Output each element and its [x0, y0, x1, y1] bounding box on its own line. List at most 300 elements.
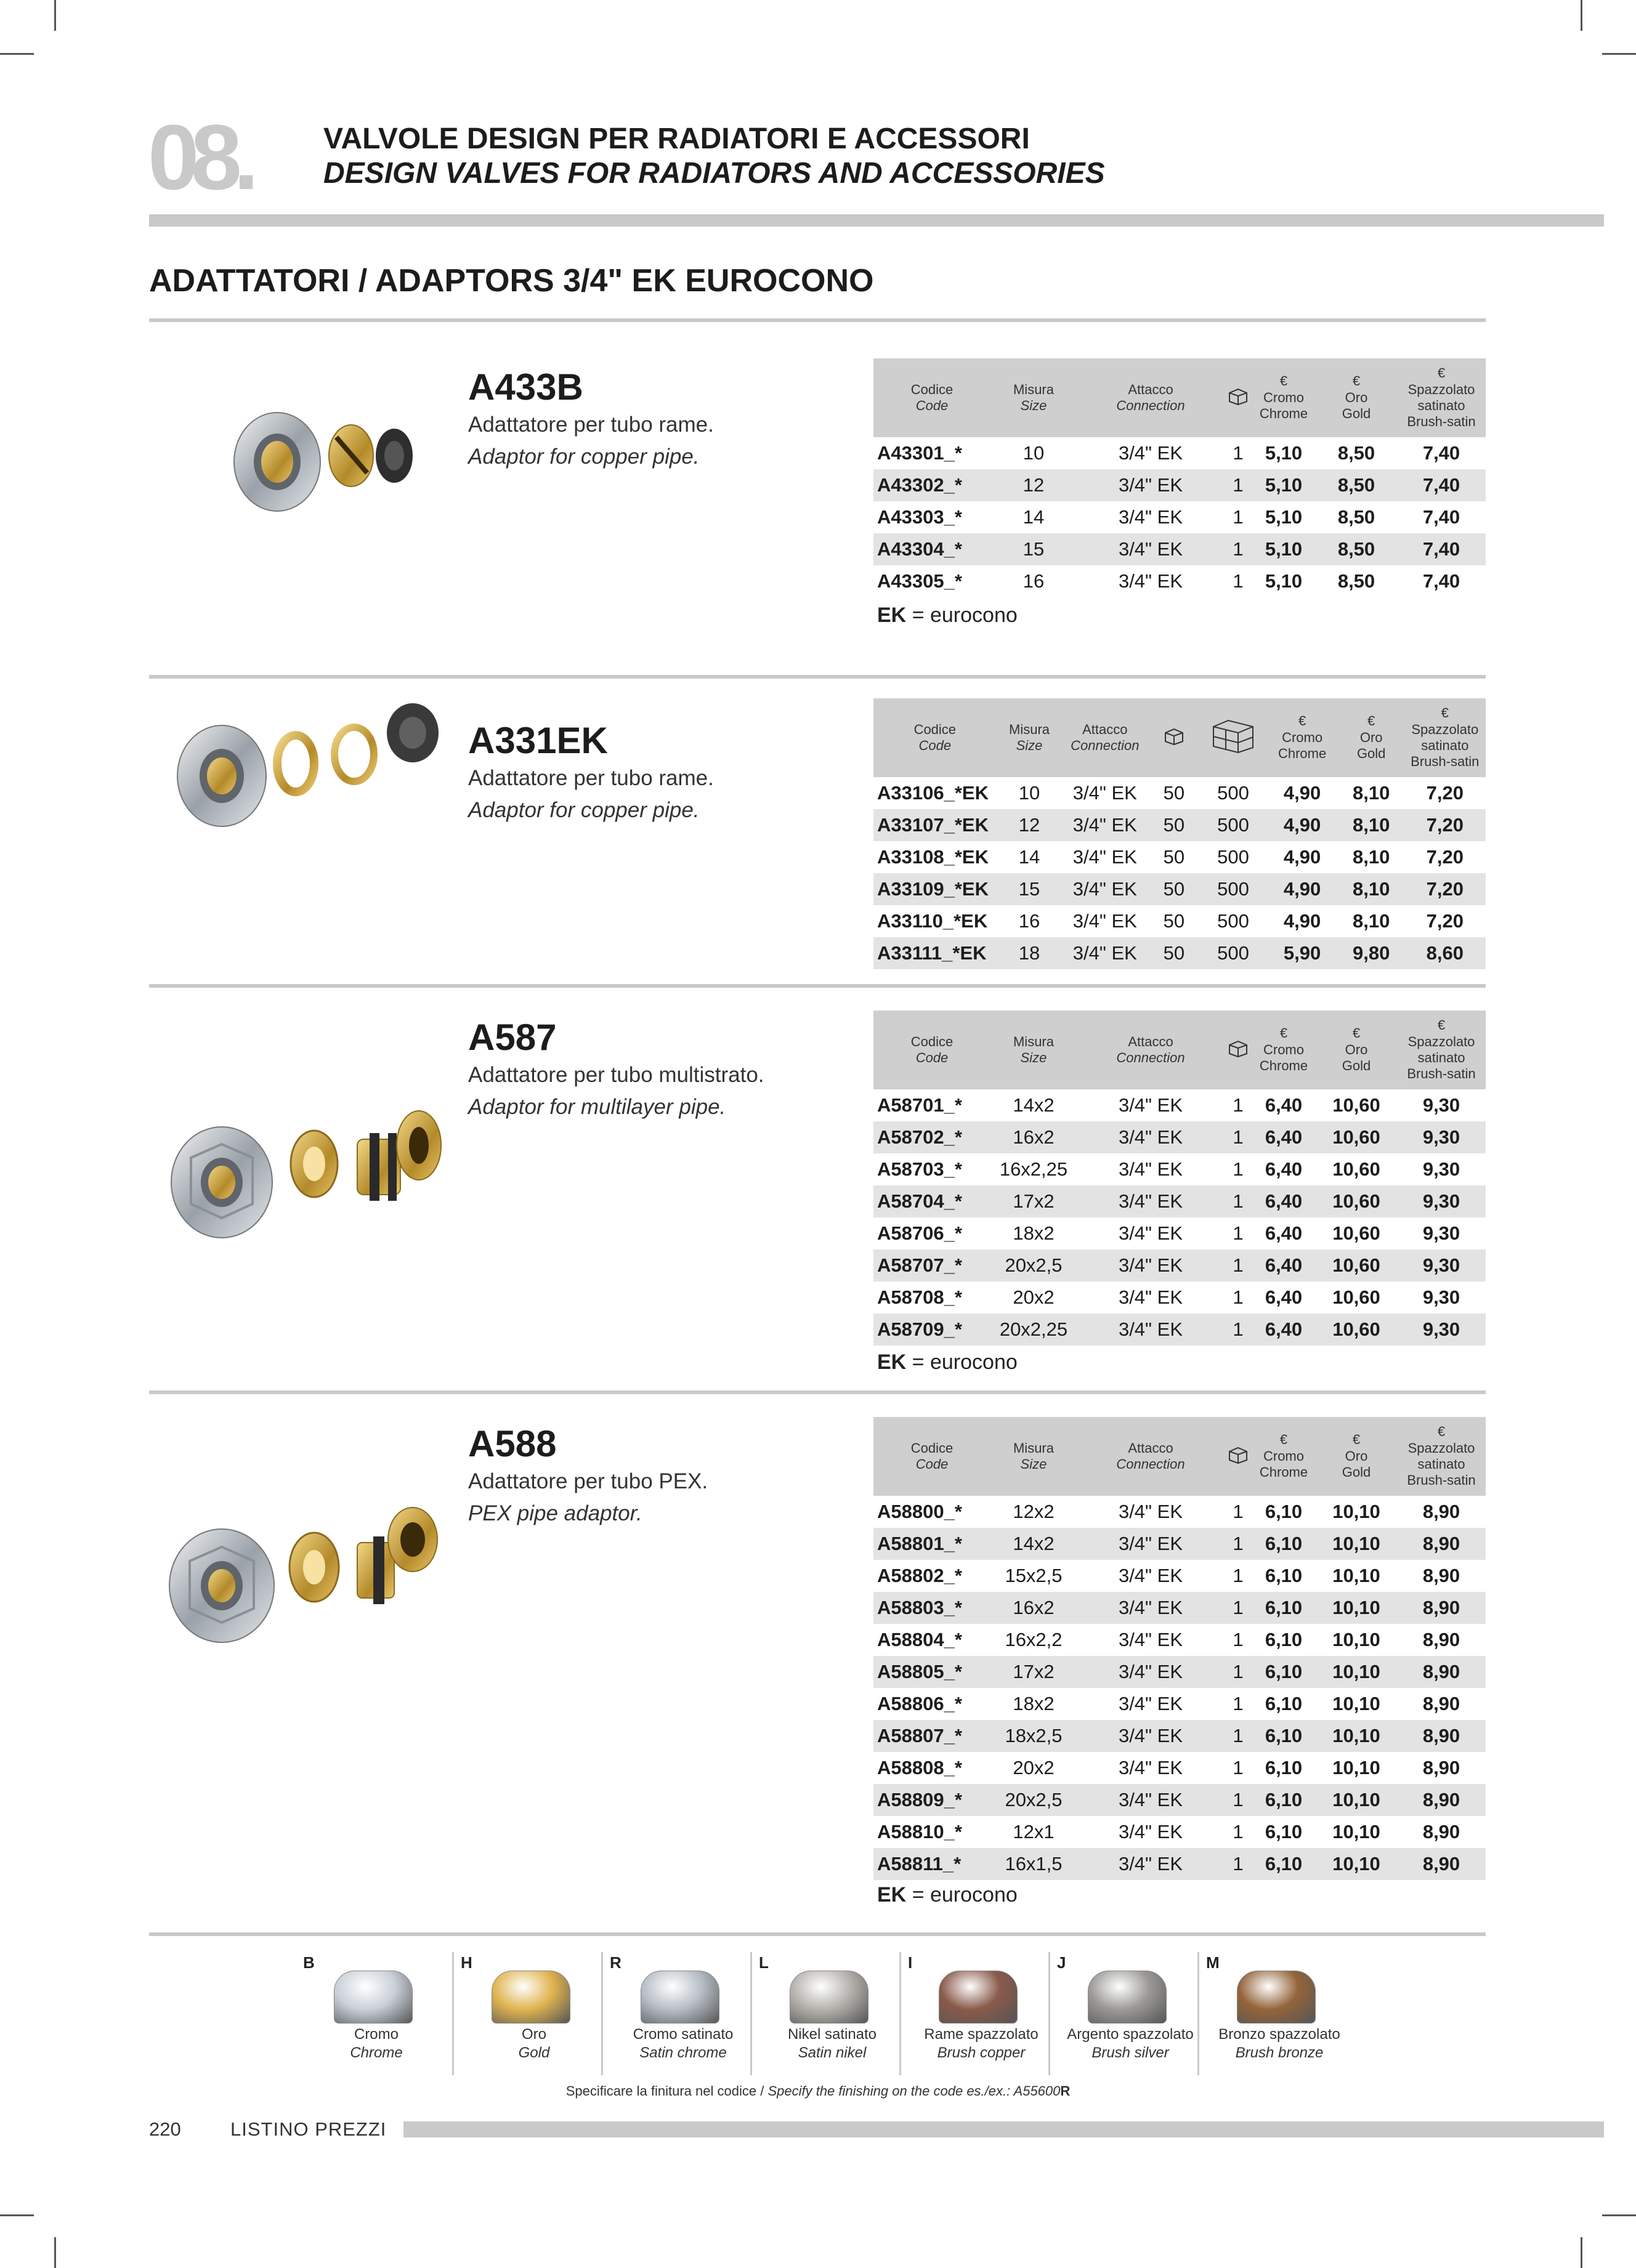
finish-satin-chrome — [610, 1953, 756, 2076]
cell-code: A58802_* — [877, 1565, 962, 1586]
cell-size: 16x2 — [990, 1592, 1077, 1624]
cell-price-gold: 10,10 — [1332, 1501, 1380, 1522]
cell-price-chrome: 6,40 — [1252, 1121, 1316, 1153]
header-brush-satin: Brush-satin — [1411, 754, 1480, 770]
finish-cap-swatch — [492, 1964, 569, 2026]
cell-code: A43302_* — [873, 469, 990, 501]
cell-price-chrome: 4,90 — [1283, 910, 1321, 932]
cell-price-gold: 10,60 — [1332, 1158, 1380, 1180]
cell-pack: 1 — [1233, 1094, 1244, 1116]
cell-price-gold: 8,50 — [1337, 506, 1375, 528]
finish-letter: J — [1057, 1953, 1066, 1972]
cell-price-gold: 8,10 — [1353, 782, 1390, 804]
cell-price-brush: 8,90 — [1397, 1528, 1486, 1560]
cell-code: A58811_* — [873, 1848, 990, 1880]
cell-connection: 3/4" EK — [1118, 442, 1183, 464]
header-satinato: satinato — [1417, 1050, 1465, 1065]
header-euro: € — [1352, 373, 1361, 389]
product-photo-a433b — [228, 394, 474, 523]
header-cromo: Cromo — [1263, 1041, 1304, 1057]
cell-size: 18x2 — [1013, 1222, 1055, 1244]
finish-satin-nikel — [759, 1953, 905, 2076]
cell-size: 12x1 — [1013, 1821, 1055, 1842]
product-desc-en: PEX pipe adaptor. — [468, 1501, 642, 1525]
chapter-title-it: VALVOLE DESIGN PER RADIATORI E ACCESSORI — [323, 123, 1030, 155]
cell-price-gold: 10,10 — [1316, 1720, 1397, 1752]
cell-code: A43305_* — [877, 570, 962, 592]
cell-connection: 3/4" EK — [1077, 1656, 1225, 1688]
cell-code: A58701_* — [877, 1094, 962, 1116]
finish-cap-swatch — [790, 1964, 867, 2026]
header-size: Size — [1020, 1050, 1047, 1065]
cell-connection: 3/4" EK — [1118, 1629, 1183, 1650]
cell-pack: 1 — [1233, 570, 1244, 592]
cell-size: 14 — [1018, 846, 1040, 868]
finish-separator — [1197, 1952, 1199, 2075]
cell-size: 16 — [1018, 910, 1040, 932]
section-rule — [149, 318, 1486, 322]
cell-code: A58809_* — [873, 1784, 990, 1816]
header-euro: € — [1352, 1432, 1361, 1448]
finish-footnote: Specificare la finitura nel codice / Specify the finishing on the code es./ex.: A55600R — [565, 2083, 1071, 2099]
cell-connection: 3/4" EK — [1118, 1222, 1183, 1244]
finish-separator — [452, 1952, 454, 2075]
cell-code: A33110_*EK — [877, 910, 988, 932]
finish-brush-copper — [908, 1953, 1055, 2076]
section-title: ADATTATORI / ADAPTORS 3/4" EK EUROCONO — [149, 263, 874, 299]
cell-connection: 3/4" EK — [1118, 1286, 1183, 1308]
header-size: Size — [1020, 1456, 1047, 1472]
cell-price-brush: 7,20 — [1426, 846, 1464, 868]
cell-price-chrome: 6,10 — [1252, 1784, 1316, 1816]
header-euro: € — [1441, 705, 1449, 721]
box-icon — [1228, 1039, 1249, 1057]
cell-price-gold: 8,10 — [1338, 809, 1404, 841]
cell-size: 15 — [990, 533, 1077, 565]
cell-price-chrome: 6,10 — [1265, 1757, 1303, 1778]
table-row — [873, 1121, 1486, 1153]
table-row — [873, 1185, 1486, 1217]
header-spazzolato: Spazzolato — [1407, 1440, 1475, 1456]
cell-code: A33107_*EK — [873, 809, 997, 841]
cell-price-brush: 7,20 — [1404, 809, 1486, 841]
cell-price-chrome: 6,10 — [1252, 1720, 1316, 1752]
cell-size: 17x2 — [990, 1656, 1077, 1688]
cell-pack: 50 — [1163, 846, 1185, 868]
page-number: 220 — [149, 2118, 181, 2140]
cell-code: A58803_* — [873, 1592, 990, 1624]
header-misura: Misura — [1013, 1033, 1054, 1049]
cell-size: 20x2 — [1013, 1286, 1055, 1308]
finish-separator — [899, 1952, 901, 2075]
cell-price-gold: 10,60 — [1316, 1314, 1397, 1346]
cell-price-chrome: 6,40 — [1265, 1286, 1303, 1308]
cell-pack: 1 — [1225, 1249, 1252, 1281]
finish-separator — [601, 1952, 603, 2075]
table-row — [873, 437, 1486, 469]
cell-price-brush: 8,90 — [1422, 1693, 1460, 1714]
cell-price-brush: 8,90 — [1397, 1656, 1486, 1688]
cell-size: 20x2,5 — [990, 1784, 1077, 1816]
header-satinato: satinato — [1421, 738, 1469, 753]
header-bar — [149, 214, 1604, 227]
cell-carton: 500 — [1217, 846, 1249, 868]
header-euro: € — [1437, 1424, 1446, 1440]
table-row — [873, 809, 1486, 841]
finish-label-it: Nikel satinato — [787, 2026, 877, 2043]
cell-size: 12x2 — [1013, 1501, 1055, 1522]
cell-price-brush: 7,20 — [1404, 873, 1486, 905]
crop-mark — [54, 0, 56, 31]
finish-brush-bronze — [1206, 1953, 1353, 2076]
cell-code: A43304_* — [873, 533, 990, 565]
header-euro: € — [1279, 373, 1288, 389]
header-code: Code — [915, 398, 949, 413]
cell-pack: 1 — [1233, 1693, 1244, 1714]
table-row — [873, 1153, 1486, 1185]
product-code-a587: A587 — [468, 1017, 557, 1058]
header-euro: € — [1437, 365, 1446, 381]
cell-price-gold: 10,10 — [1316, 1528, 1397, 1560]
table-row — [873, 1314, 1486, 1346]
cell-carton: 500 — [1217, 782, 1249, 804]
cell-price-gold: 10,60 — [1316, 1121, 1397, 1153]
product-photo-a331ek — [172, 696, 480, 837]
cell-code: A43301_* — [877, 442, 962, 464]
cell-price-gold: 10,60 — [1332, 1222, 1380, 1244]
finish-cap-swatch — [641, 1964, 718, 2026]
cell-price-gold: 9,80 — [1338, 937, 1404, 969]
cell-size: 20x2,5 — [990, 1249, 1077, 1281]
finish-letter: L — [759, 1953, 769, 1972]
finish-label-it: Bronzo spazzolato — [1218, 2026, 1340, 2043]
cell-connection: 3/4" EK — [1118, 1501, 1183, 1522]
crop-mark — [1581, 2237, 1582, 2268]
finish-label-it: Oro — [521, 2026, 546, 2043]
cell-connection: 3/4" EK — [1118, 1158, 1183, 1180]
cell-price-chrome: 4,90 — [1266, 809, 1338, 841]
table-row — [873, 873, 1486, 905]
cell-price-chrome: 6,10 — [1265, 1693, 1303, 1714]
cell-price-chrome: 4,90 — [1266, 873, 1338, 905]
cell-price-chrome: 6,40 — [1252, 1314, 1316, 1346]
cell-price-brush: 9,30 — [1397, 1249, 1486, 1281]
cell-connection: 3/4" EK — [1077, 1185, 1225, 1217]
finish-label-it: Rame spazzolato — [924, 2026, 1039, 2043]
cell-price-gold: 10,60 — [1316, 1185, 1397, 1217]
table-row — [873, 1217, 1486, 1249]
cell-pack: 1 — [1225, 1720, 1252, 1752]
table-row — [873, 1624, 1486, 1656]
cell-code: A58805_* — [873, 1656, 990, 1688]
cell-code: A33106_*EK — [877, 782, 989, 804]
table-row — [873, 533, 1486, 565]
cell-connection: 3/4" EK — [1062, 809, 1148, 841]
header-euro: € — [1367, 713, 1375, 729]
cell-carton: 500 — [1217, 910, 1249, 932]
header-euro: € — [1279, 1025, 1288, 1041]
header-connection: Connection — [1071, 738, 1140, 753]
cell-price-brush: 8,60 — [1404, 937, 1486, 969]
header-misura: Misura — [1013, 381, 1054, 397]
cell-price-gold: 10,60 — [1316, 1249, 1397, 1281]
cell-connection: 3/4" EK — [1077, 1249, 1225, 1281]
price-table-a433b — [873, 358, 1486, 597]
cell-size: 16x2,25 — [999, 1158, 1068, 1180]
finish-label-en: Satin chrome — [639, 2044, 727, 2061]
header-satinato: satinato — [1417, 1456, 1465, 1472]
cell-pack: 1 — [1225, 1784, 1252, 1816]
table-row — [873, 1752, 1486, 1784]
finish-chrome — [303, 1953, 450, 2076]
header-oro: Oro — [1345, 389, 1368, 405]
header-oro: Oro — [1345, 1041, 1368, 1057]
cell-code: A58702_* — [873, 1121, 990, 1153]
cell-price-chrome: 6,40 — [1265, 1158, 1303, 1180]
cell-pack: 50 — [1148, 809, 1200, 841]
product-photo-a587 — [154, 1090, 462, 1244]
header-brush-satin: Brush-satin — [1407, 414, 1476, 430]
cell-size: 16 — [1022, 570, 1045, 592]
cell-code: A58709_* — [873, 1314, 990, 1346]
chapter-title-en: DESIGN VALVES FOR RADIATORS AND ACCESSORIES — [323, 157, 1105, 190]
header-chrome: Chrome — [1259, 406, 1308, 422]
cell-code: A58801_* — [873, 1528, 990, 1560]
cell-pack: 1 — [1233, 1501, 1244, 1522]
cell-size: 20x2 — [1013, 1757, 1055, 1778]
cell-price-gold: 10,10 — [1332, 1565, 1380, 1586]
cell-price-brush: 9,30 — [1422, 1286, 1460, 1308]
crop-mark — [1581, 0, 1582, 31]
finish-label-en: Gold — [518, 2044, 550, 2061]
cell-price-brush: 7,20 — [1426, 782, 1464, 804]
finish-letter: M — [1206, 1953, 1220, 1972]
cell-price-chrome: 6,10 — [1252, 1528, 1316, 1560]
product-divider — [149, 1390, 1486, 1394]
table-row — [873, 501, 1486, 533]
finish-cap-swatch — [1088, 1964, 1165, 2026]
cell-price-chrome: 5,10 — [1265, 570, 1303, 592]
header-size: Size — [1020, 398, 1047, 413]
cell-connection: 3/4" EK — [1072, 910, 1137, 932]
ek-note: EK = eurocono — [877, 1350, 1018, 1374]
table-row — [873, 1528, 1486, 1560]
cell-price-chrome: 6,10 — [1252, 1656, 1316, 1688]
product-divider — [149, 984, 1486, 988]
cell-price-chrome: 6,40 — [1252, 1249, 1316, 1281]
cell-pack: 1 — [1225, 1314, 1252, 1346]
cell-code: A33111_*EK — [873, 937, 997, 969]
header-codice: Codice — [913, 721, 957, 737]
header-connection: Connection — [1116, 1050, 1185, 1065]
cell-connection: 3/4" EK — [1077, 1121, 1225, 1153]
header-cromo: Cromo — [1263, 1448, 1304, 1464]
cell-code: A58703_* — [877, 1158, 962, 1180]
cell-connection: 3/4" EK — [1118, 1757, 1183, 1778]
finish-brush-silver — [1057, 1953, 1204, 2076]
finish-letter: H — [461, 1953, 472, 1972]
finish-letter: B — [303, 1953, 315, 1972]
header-brush-satin: Brush-satin — [1407, 1472, 1476, 1488]
cell-pack: 50 — [1163, 910, 1185, 932]
product-desc-en: Adaptor for multilayer pipe. — [468, 1095, 726, 1119]
finish-letter: I — [908, 1953, 913, 1972]
cell-size: 18x2,5 — [990, 1720, 1077, 1752]
cell-price-brush: 9,30 — [1397, 1121, 1486, 1153]
cell-price-brush: 9,30 — [1397, 1185, 1486, 1217]
cell-price-gold: 8,10 — [1353, 910, 1390, 932]
cell-price-brush: 7,40 — [1422, 442, 1460, 464]
cell-size: 15x2,5 — [1005, 1565, 1063, 1586]
price-table-a588 — [873, 1417, 1486, 1880]
product-code-a331ek: A331EK — [468, 720, 608, 761]
finish-cap-swatch — [1237, 1964, 1314, 2026]
cell-price-gold: 10,60 — [1332, 1286, 1380, 1308]
header-attacco: Attacco — [1082, 721, 1128, 737]
cell-size: 14x2 — [1013, 1094, 1055, 1116]
cell-price-brush: 8,90 — [1397, 1848, 1486, 1880]
ek-note: EK = eurocono — [877, 603, 1018, 627]
cell-price-chrome: 6,10 — [1252, 1848, 1316, 1880]
cell-price-chrome: 6,10 — [1265, 1821, 1303, 1842]
cell-code: A58706_* — [877, 1222, 962, 1244]
cell-price-brush: 8,90 — [1422, 1629, 1460, 1650]
cell-pack: 1 — [1225, 1848, 1252, 1880]
cell-code: A58707_* — [873, 1249, 990, 1281]
cell-connection: 3/4" EK — [1077, 1528, 1225, 1560]
cell-price-gold: 8,10 — [1338, 873, 1404, 905]
header-connection: Connection — [1116, 398, 1185, 413]
ek-note: EK = eurocono — [877, 1883, 1018, 1907]
table-row — [873, 1496, 1486, 1528]
cell-price-brush: 8,90 — [1422, 1757, 1460, 1778]
header-gold: Gold — [1356, 746, 1386, 762]
table-row — [873, 937, 1486, 969]
cell-connection: 3/4" EK — [1077, 1720, 1225, 1752]
cell-code: A43303_* — [877, 506, 962, 528]
header-codice: Codice — [910, 1033, 954, 1049]
finish-gold — [461, 1953, 607, 2076]
table-row — [873, 1089, 1486, 1121]
header-code: Code — [918, 738, 952, 753]
cell-price-brush: 7,40 — [1422, 506, 1460, 528]
cell-connection: 3/4" EK — [1118, 1821, 1183, 1842]
finish-label-en: Brush bronze — [1235, 2044, 1324, 2061]
table-row — [873, 1816, 1486, 1848]
product-code-a588: A588 — [468, 1423, 557, 1464]
cell-size: 16x2 — [990, 1121, 1077, 1153]
finish-label-it: Argento spazzolato — [1067, 2026, 1194, 2043]
header-chrome: Chrome — [1278, 746, 1327, 762]
box-icon — [1228, 1445, 1249, 1464]
cell-price-chrome: 4,90 — [1283, 782, 1321, 804]
crop-mark — [0, 2214, 34, 2216]
cell-price-brush: 7,40 — [1422, 570, 1460, 592]
finish-separator — [750, 1952, 752, 2075]
header-connection: Connection — [1116, 1456, 1185, 1472]
footer-label: LISTINO PREZZI — [230, 2118, 387, 2140]
cell-pack: 1 — [1233, 1821, 1244, 1842]
product-desc-it: Adattatore per tubo PEX. — [468, 1469, 708, 1493]
product-desc-it: Adattatore per tubo rame. — [468, 766, 714, 790]
header-gold: Gold — [1342, 1058, 1371, 1074]
cell-pack: 1 — [1233, 1757, 1244, 1778]
cell-connection: 3/4" EK — [1118, 1565, 1183, 1586]
crop-mark — [54, 2237, 56, 2268]
cell-connection: 3/4" EK — [1077, 1784, 1225, 1816]
cell-connection: 3/4" EK — [1077, 1848, 1225, 1880]
table-row — [873, 565, 1486, 597]
cell-price-gold: 10,10 — [1332, 1629, 1380, 1650]
finish-label-it: Cromo — [354, 2026, 399, 2043]
cell-price-chrome: 6,40 — [1252, 1185, 1316, 1217]
cell-pack: 1 — [1225, 1121, 1252, 1153]
box-icon — [1164, 727, 1184, 745]
cell-connection: 3/4" EK — [1077, 1592, 1225, 1624]
header-oro: Oro — [1345, 1448, 1368, 1464]
header-attacco: Attacco — [1128, 1033, 1173, 1049]
header-euro: € — [1279, 1432, 1288, 1448]
cell-size: 17x2 — [990, 1185, 1077, 1217]
cell-code: A58810_* — [877, 1821, 962, 1842]
cell-price-gold: 10,10 — [1316, 1592, 1397, 1624]
product-desc-en: Adaptor for copper pipe. — [468, 798, 700, 822]
cell-pack: 50 — [1148, 873, 1200, 905]
cell-size: 16x1,5 — [990, 1848, 1077, 1880]
cell-carton: 500 — [1201, 809, 1266, 841]
cell-pack: 1 — [1225, 533, 1252, 565]
cell-code: A33108_*EK — [877, 846, 989, 868]
cell-price-gold: 8,50 — [1316, 469, 1397, 501]
table-row — [873, 1720, 1486, 1752]
carton-icon — [1211, 718, 1255, 754]
cell-price-brush: 8,90 — [1397, 1720, 1486, 1752]
crop-mark — [1602, 2214, 1636, 2216]
cell-price-chrome: 5,10 — [1265, 506, 1303, 528]
header-code: Code — [915, 1456, 949, 1472]
cell-price-gold: 10,10 — [1332, 1821, 1380, 1842]
cell-pack: 1 — [1225, 1185, 1252, 1217]
cell-price-gold: 8,50 — [1337, 570, 1375, 592]
cell-price-chrome: 6,10 — [1252, 1592, 1316, 1624]
cell-connection: 3/4" EK — [1118, 1693, 1183, 1714]
product-desc-it: Adattatore per tubo multistrato. — [468, 1063, 764, 1087]
cell-code: A58808_* — [877, 1757, 962, 1778]
header-spazzolato: Spazzolato — [1407, 381, 1475, 397]
cell-price-gold: 8,10 — [1353, 846, 1390, 868]
cell-price-gold: 10,10 — [1316, 1848, 1397, 1880]
cell-pack: 1 — [1225, 469, 1252, 501]
crop-mark — [1602, 53, 1636, 55]
finish-cap-swatch — [939, 1964, 1016, 2026]
header-chrome: Chrome — [1259, 1058, 1308, 1074]
cell-price-chrome: 6,10 — [1265, 1565, 1303, 1586]
cell-pack: 50 — [1148, 937, 1200, 969]
cell-pack: 1 — [1233, 506, 1244, 528]
cell-size: 20x2,25 — [990, 1314, 1077, 1346]
chapter-number: 08. — [148, 105, 251, 209]
finish-label-en: Satin nikel — [798, 2044, 867, 2061]
table-row — [873, 1656, 1486, 1688]
cell-connection: 3/4" EK — [1077, 533, 1225, 565]
cell-pack: 1 — [1233, 1158, 1244, 1180]
cell-pack: 50 — [1163, 782, 1185, 804]
cell-price-brush: 9,30 — [1422, 1222, 1460, 1244]
cell-price-chrome: 5,10 — [1252, 469, 1316, 501]
table-row — [873, 469, 1486, 501]
cell-carton: 500 — [1201, 873, 1266, 905]
cell-price-brush: 9,30 — [1422, 1158, 1460, 1180]
